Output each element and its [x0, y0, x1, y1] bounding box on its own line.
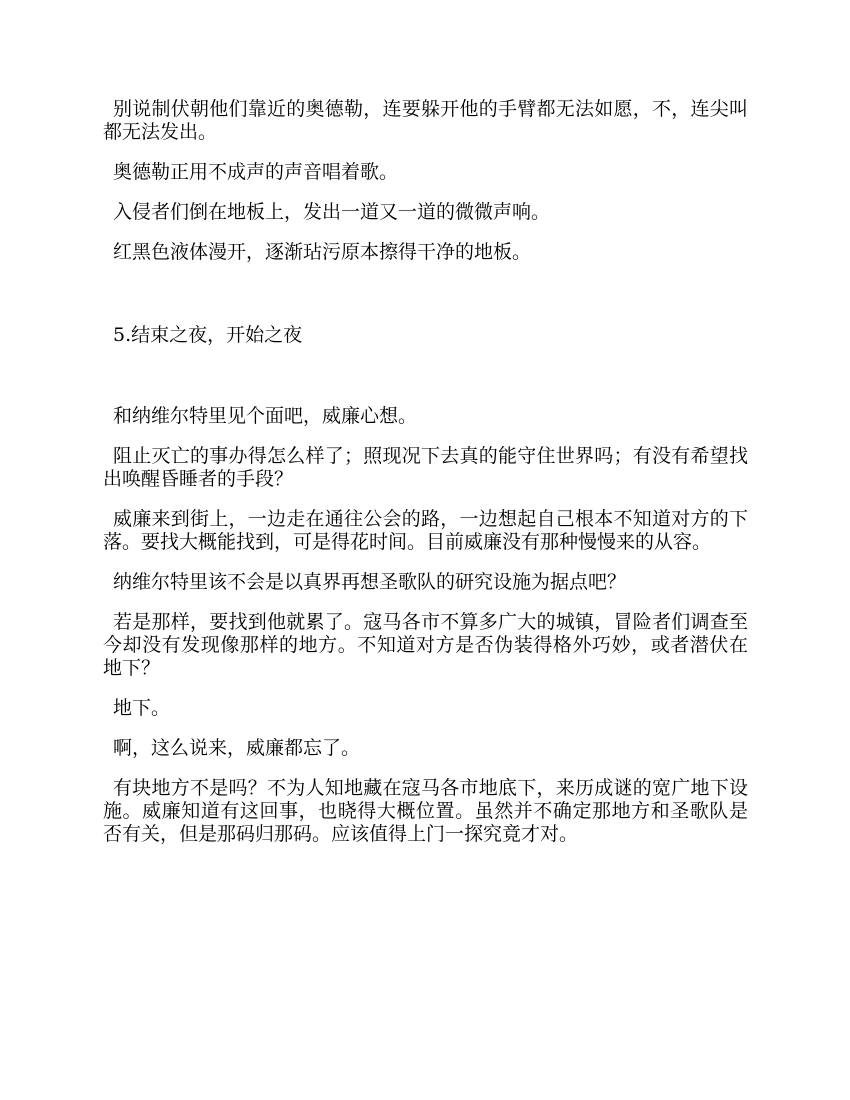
- paragraph: 若是那样，要找到他就累了。寇马各市不算多广大的城镇，冒险者们调查至今却没有发现像那样的地方。不知道对方是否伪装得格外巧妙，或者潜伏在地下？: [103, 611, 748, 679]
- paragraph: 阻止灭亡的事办得怎么样了；照现况下去真的能守住世界吗；有没有希望找出唤醒昏睡者的手段？: [103, 445, 748, 490]
- paragraph: 别说制伏朝他们靠近的奥德勒，连要躲开他的手臂都无法如愿，不，连尖叫都无法发出。: [103, 98, 748, 143]
- paragraph: 地下。: [113, 697, 171, 719]
- paragraph: 红黑色液体漫开，逐渐玷污原本擦得干净的地板。: [113, 241, 532, 263]
- paragraph: 啊，这么说来，威廉都忘了。: [113, 737, 361, 759]
- paragraph: 威廉来到街上，一边走在通往公会的路，一边想起自己根本不知道对方的下落。要找大概能找到，可是得花时间。目前威廉没有那种慢慢来的从容。: [103, 508, 748, 553]
- paragraph: 和纳维尔特里见个面吧，威廉心想。: [113, 405, 418, 427]
- paragraph: 奥德勒正用不成声的声音唱着歌。: [113, 161, 399, 183]
- paragraph: 入侵者们倒在地板上，发出一道又一道的微微声响。: [113, 201, 551, 223]
- paragraph: 有块地方不是吗？不为人知地藏在寇马各市地底下，来历成谜的宽广地下设施。威廉知道有这回事，也晓得大概位置。虽然并不确定那地方和圣歌队是否有关，但是那码归那码。应该值得上门一探究竟才对。: [103, 777, 748, 845]
- chapter-heading: 5.结束之夜，开始之夜: [113, 324, 303, 346]
- paragraph: 纳维尔特里该不会是以真界再想圣歌队的研究设施为据点吧？: [113, 571, 627, 593]
- section-spacer: [103, 347, 748, 405]
- document-body: [103, 98, 748, 863]
- section-spacer: [103, 281, 748, 324]
